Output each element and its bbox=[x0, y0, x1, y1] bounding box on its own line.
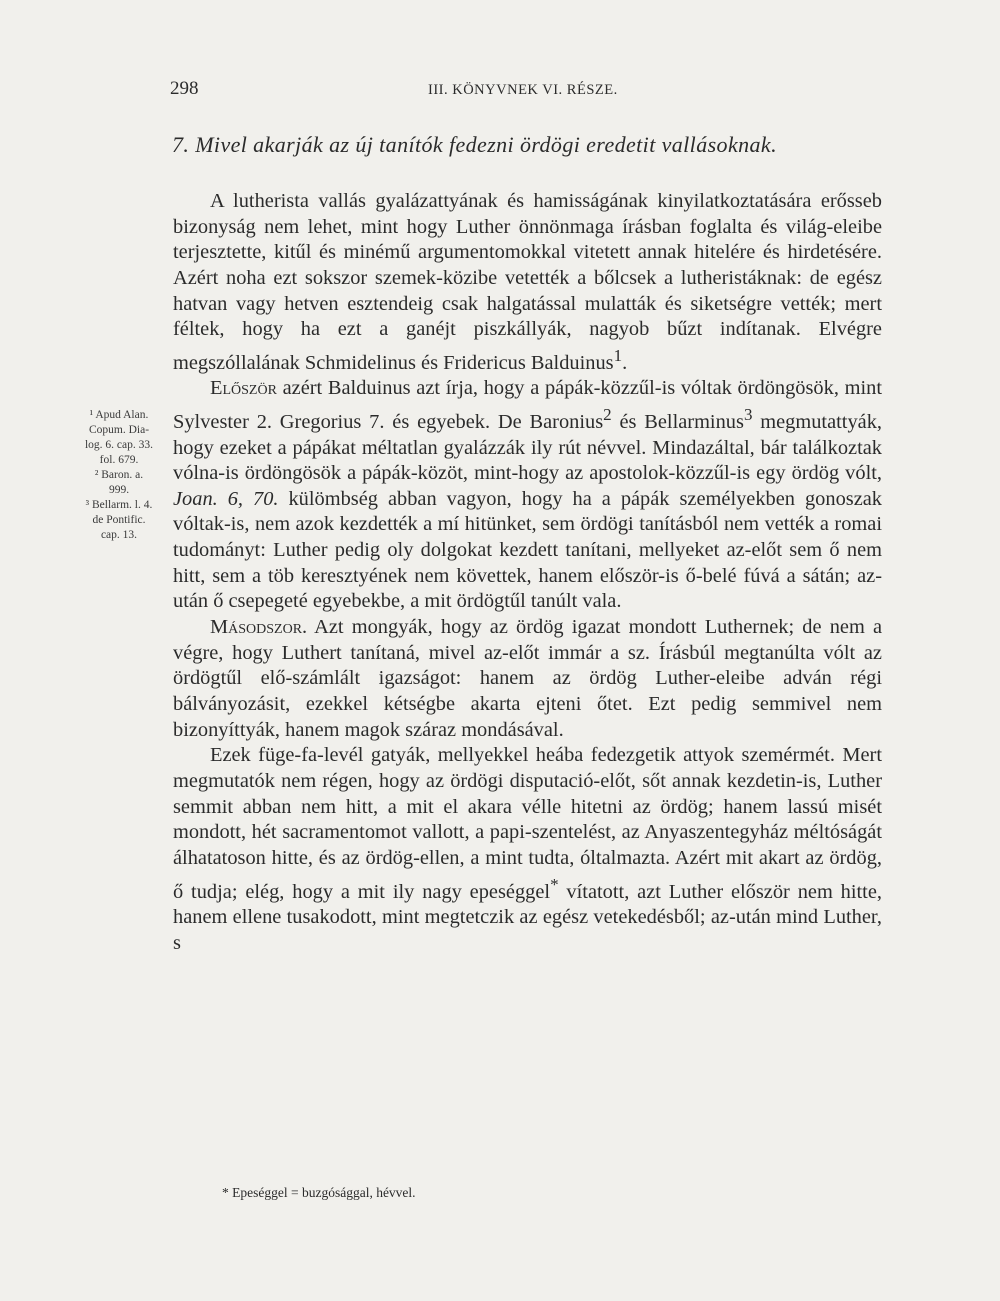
margin-notes bbox=[64, 408, 174, 543]
margin-note: log. 6. cap. 33. bbox=[84, 439, 154, 451]
paragraph-2 bbox=[173, 376, 882, 615]
margin-note: de Pontific. bbox=[92, 514, 146, 526]
footnote-ref-2: 2 bbox=[603, 405, 612, 425]
margin-note: ¹ Apud Alan. bbox=[89, 409, 149, 421]
paragraph-4-text-b: vítatott, azt Luther először nem hitte, hanem ellene tusakodott, mint megtetczik az egész vetekedésből; az-után mind Luther, s bbox=[173, 880, 882, 954]
paragraph-2-text-d: külömbség abban vagyon, hogy ha a pápák személyekben gonoszak vóltak-is, nem azok kezdették a mí hitünket, sem ördögi tanításból nem vették a romai tudományt: Luther pedig oly dolgokat kezdett tanítani, mellyeket az-előt sem ő nem hitt, sem a töb keresztyének nem követtek, hanem először-is ő-belé fúvá a sátán; az-után ő csepegeté egyebekbe, a mit ördögtűl tanúlt vala. bbox=[173, 487, 882, 613]
footnote-ref-3: 3 bbox=[743, 405, 753, 425]
paragraph-4 bbox=[173, 743, 882, 956]
paragraph-3-lead: Másodszor. bbox=[210, 616, 308, 639]
running-head: III. KÖNYVNEK VI. RÉSZE. bbox=[428, 82, 618, 98]
body-text bbox=[173, 189, 882, 956]
section-heading: 7. Mivel akarják az új tanítók fedezni ördögi eredetit vallásoknak. bbox=[172, 132, 777, 157]
page-number: 298 bbox=[170, 78, 199, 99]
paragraph-2-text-c: megmutattyák, hogy ezeket a pápákat méltatlan gyalázzák ily rút névvel. Mindazáltal, bár találkoztak vólna-is ördöngösök a pápák-közöt, mint-hogy az apostolok-közzűl-is egy ördög vólt, bbox=[173, 410, 882, 485]
paragraph-4-text-a: Ezek füge-fa-levél gatyák, mellyekkel heába fedezgetik attyok szemérmét. Mert megmutatók nem régen, hogy az ördögi disputació-előt, sőt annak kezdetin-is, Luther semmit abban nem hitt, a mit el akara vélle hitetni az ördög; hanem lassú misét mondott, hét sacramentomot vallott, a papi-szentelést, az Anyaszentegyház méltóságát álhatatoson hitte, és az ördög-ellen, a mint tudta, óltalmazta. Azért mit akart az ördög, ő tudja; elég, hogy a mit ily nagy epeséggel bbox=[173, 744, 882, 903]
paragraph-1-text: A lutherista vallás gyalázattyának és hamisságának kinyilatkoztatására erősseb bizonyság nem lehet, mint hogy Luther önnönmaga írásban foglalta és világ-eleibe terjesztette, kitűl és minémű argumentomokkal vitetett annak hitelére és hirdetésére. Azért noha ezt sokszor szemek-közibe vetették a bőlcsek a lutheristáknak: de egész hatvan vagy hetven esztendeig csak halgatással mulatták és siketségre vették; mert féltek, hogy ha ezt a ganéjt piszkállyák, nagyob bűzt indítanak. Elvégre megszóllalának Schmidelinus és Fridericus Balduinus bbox=[173, 190, 882, 374]
margin-note: fol. 679. bbox=[99, 454, 139, 466]
paragraph-3 bbox=[173, 615, 882, 743]
margin-note: ² Baron. a. bbox=[94, 469, 144, 481]
footnote-ref-star: * bbox=[550, 874, 559, 894]
page-header bbox=[170, 78, 885, 108]
paragraph-2-lead: Először bbox=[210, 377, 277, 400]
margin-note: cap. 13. bbox=[100, 529, 138, 541]
paragraph-2-text-a: azért Balduinus azt írja, hogy a pápák-közzűl-is vóltak ördöngösök, mint Sylvester 2. Gregorius 7. és egyebek. De Baronius bbox=[173, 377, 882, 433]
margin-note: 999. bbox=[108, 484, 130, 496]
footnote: * Epeséggel = buzgósággal, hévvel. bbox=[222, 1185, 416, 1200]
margin-note: Copum. Dia- bbox=[88, 424, 150, 436]
footnote-ref-1: 1 bbox=[613, 345, 623, 365]
paragraph-2-text-b: és Bellarminus bbox=[611, 410, 744, 433]
margin-note: ³ Bellarm. l. 4. bbox=[85, 499, 153, 511]
paragraph-3-text: Azt mongyák, hogy az ördög igazat mondott Luthernek; de nem a végre, hogy Luthert tanítaná, mivel az-előt immár a sz. Írásbúl megtanúlta vólt az ördögtűl elő-számlált igazságot: hanem az ördög Luther-eleibe adván régi bálványozásit, ezekkel kétségbe akarta ejteni őtet. Ezt pedig semmivel nem bizonyíttyák, hanem magok száraz mondásával. bbox=[173, 616, 882, 741]
paragraph-1-end: . bbox=[622, 351, 628, 374]
paragraph-1 bbox=[173, 189, 882, 376]
scripture-reference: Joan. 6, 70. bbox=[173, 487, 279, 510]
